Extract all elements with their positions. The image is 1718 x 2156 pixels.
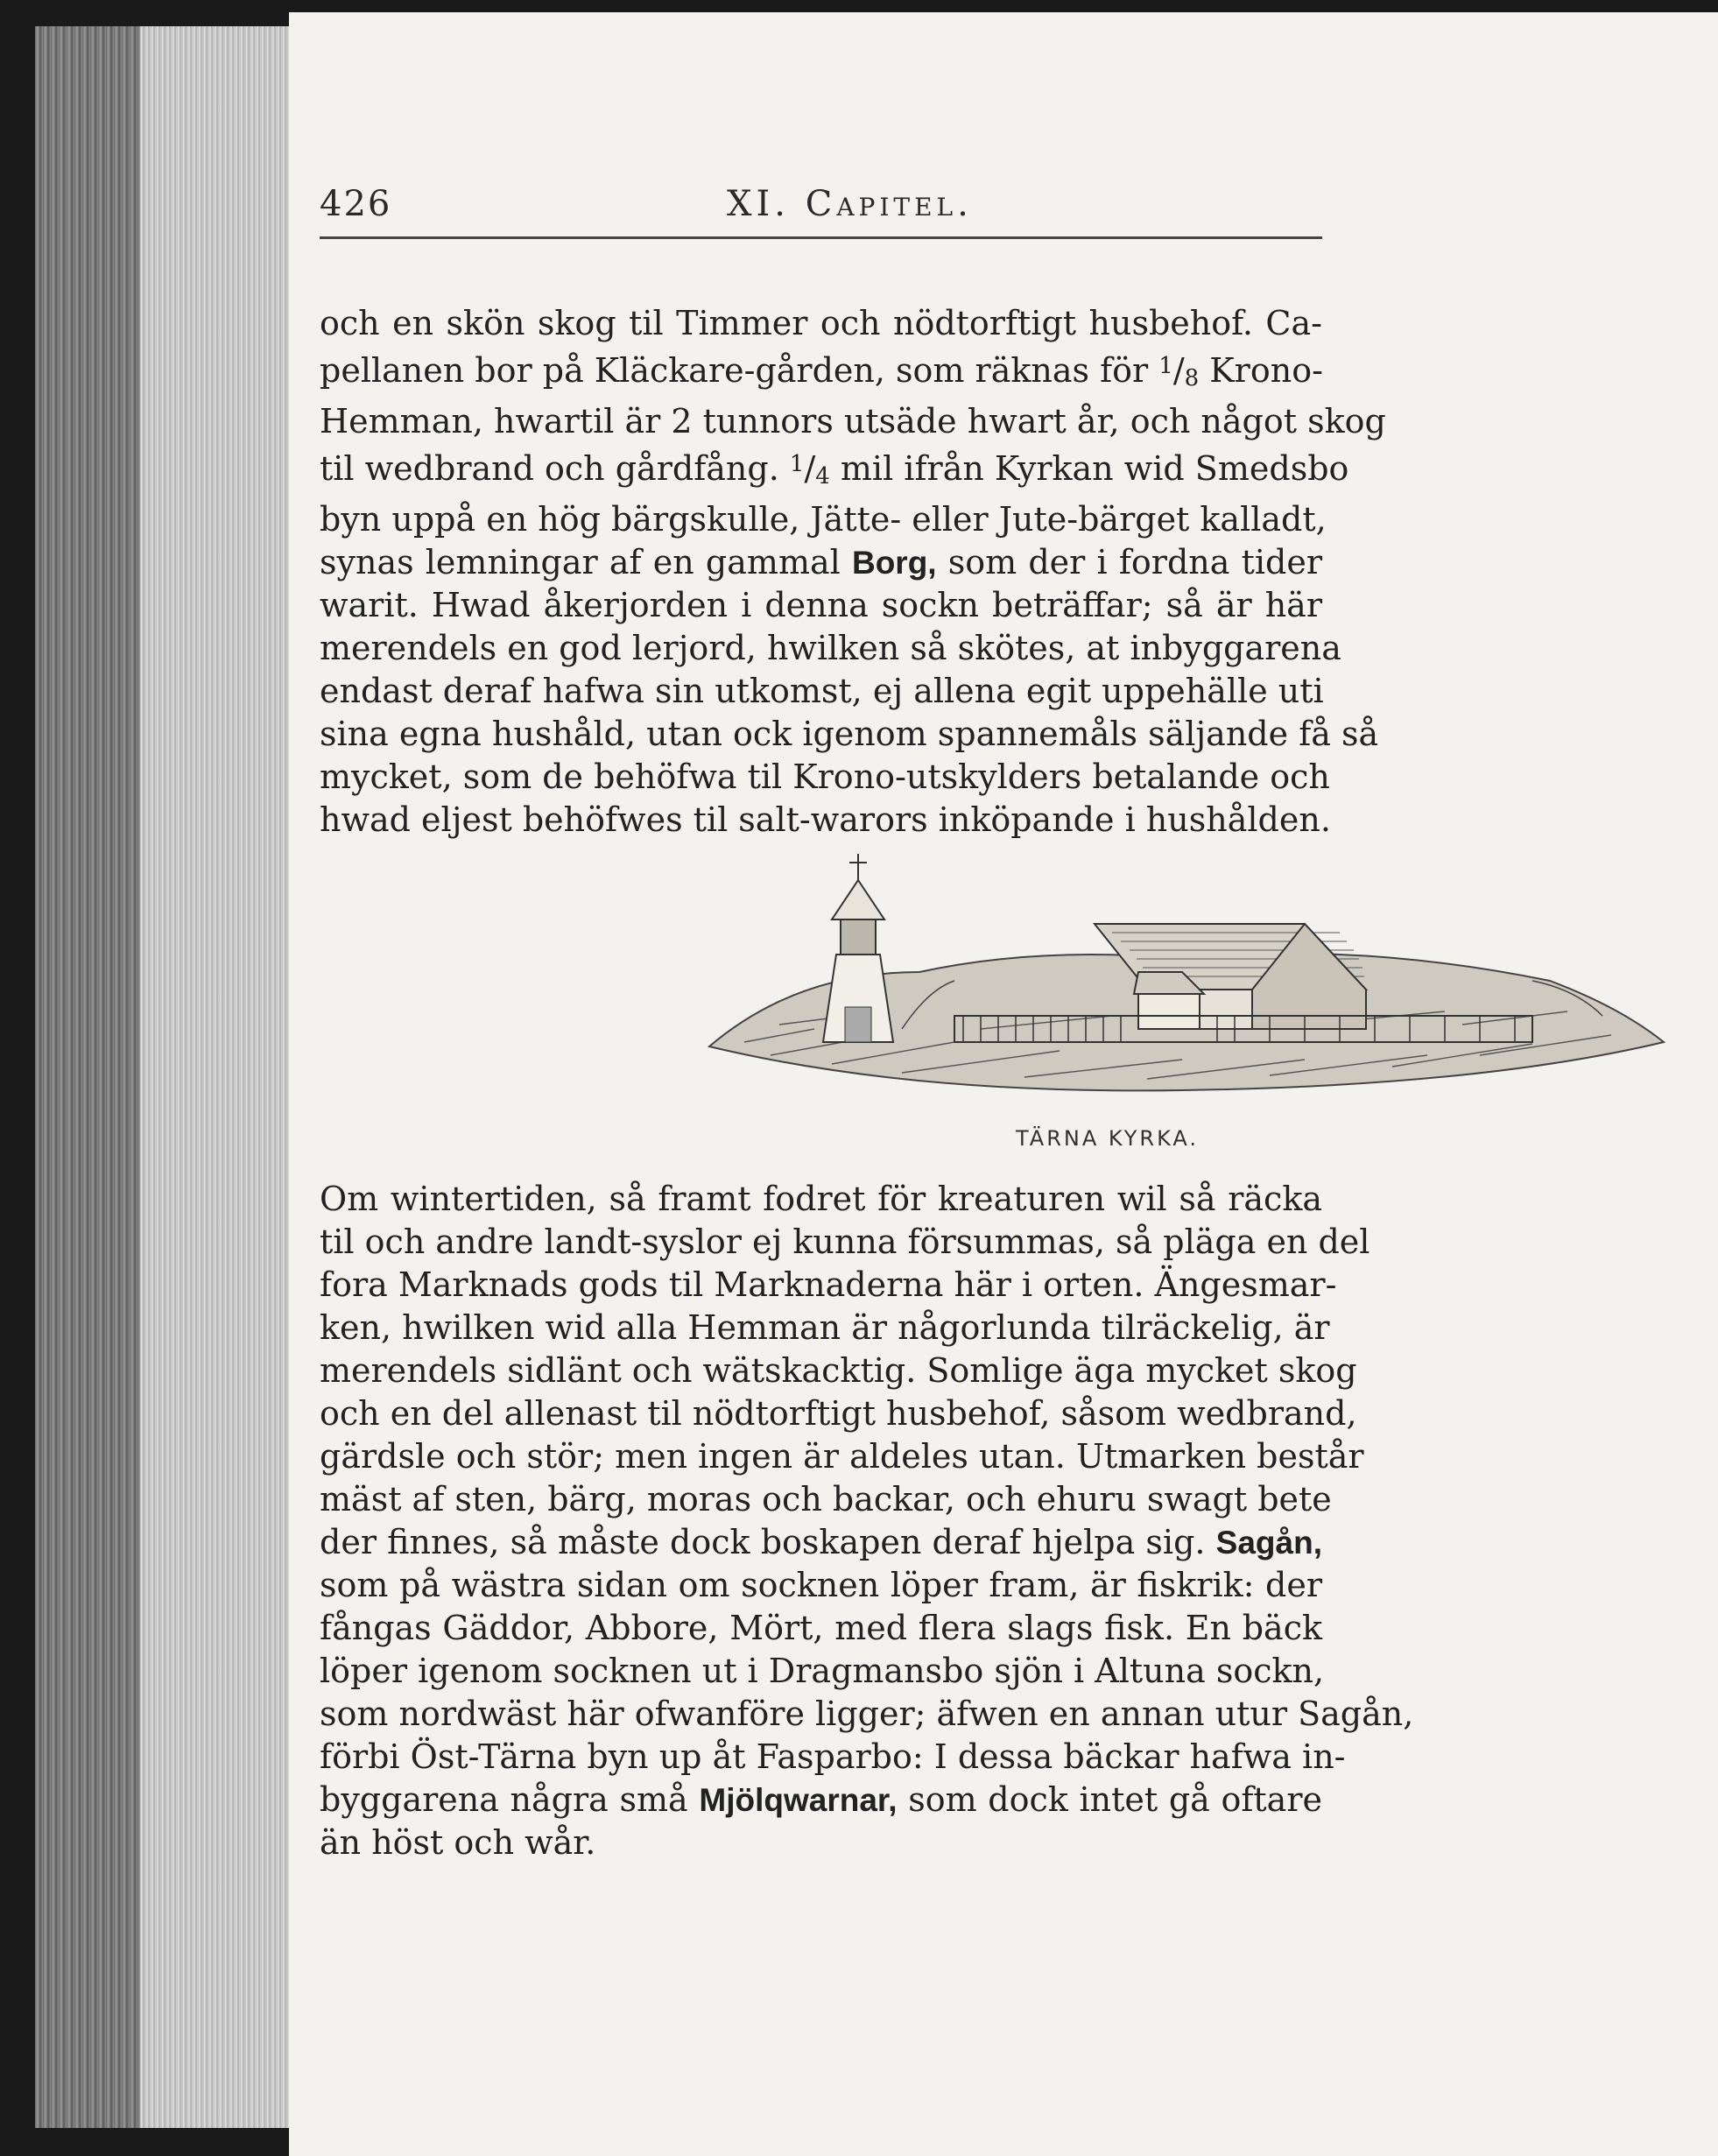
text-line: som på wästra sidan om socknen löper fram, är fiskrik: der <box>320 1566 1322 1604</box>
text-line: synas lemningar af en gammal Borg, som der i fordna tider <box>320 543 1322 581</box>
emphasis-mjolqwarnar: Mjölqwarnar, <box>699 1782 898 1818</box>
text-line: sina egna hushåld, utan ock igenom spannemåls säljande få så <box>320 715 1379 753</box>
text-line: merendels sidlänt och wätskacktig. Somlige äga mycket skog <box>320 1351 1357 1390</box>
text-line: förbi Öst-Tärna byn up åt Fasparbo: I dessa bäckar hafwa in- <box>320 1737 1346 1776</box>
chapter-title: XI. Capitel. <box>727 184 973 224</box>
page-number: 426 <box>320 184 392 224</box>
text-line: merendels en god lerjord, hwilken så skötes, at inbyggarena <box>320 629 1341 667</box>
paragraph-1 <box>320 302 1386 842</box>
text-line: mycket, som de behöfwa til Krono-utskylders betalande och <box>320 757 1330 796</box>
text-line: endast deraf hafwa sin utkomst, ej allena egit uppehälle uti <box>320 672 1324 710</box>
paragraph-2 <box>320 1178 1414 1864</box>
emphasis-borg: Borg, <box>851 545 937 581</box>
text-line: der finnes, så måste dock boskapen deraf hjelpa sig. Sagån, <box>320 1523 1322 1561</box>
emphasis-sagan: Sagån, <box>1215 1525 1322 1561</box>
text-line: ken, hwilken wid alla Hemman är någorlunda tilräckelig, är <box>320 1308 1330 1347</box>
text-line: Hemman, hwartil är 2 tunnors utsäde hwart år, och något skog <box>320 402 1386 440</box>
text-line: fångas Gäddor, Abbore, Mört, med flera slags fisk. En bäck <box>320 1609 1322 1647</box>
book-page-edges <box>35 26 298 2128</box>
church-illustration <box>692 841 1681 1103</box>
text-line: til och andre landt-syslor ej kunna försummas, så pläga en del <box>320 1222 1370 1261</box>
text-line: pellanen bor på Kläckare-gården, som räknas för $^1$/8 Krono- <box>320 351 1323 391</box>
text-line: som nordwäst här ofwanföre ligger; äfwen en annan utur Sagån, <box>320 1695 1414 1733</box>
page-header <box>320 175 1322 239</box>
text-line: löper igenom socknen ut i Dragmansbo sjön i Altuna sockn, <box>320 1652 1325 1690</box>
text-line: warit. Hwad åkerjorden i denna sockn beträffar; så är här <box>320 586 1322 624</box>
text-line: och en skön skog til Timmer och nödtorftigt husbehof. Ca- <box>320 304 1322 342</box>
text-line: byn uppå en hög bärgskulle, Jätte- eller Jute-bärget kalladt, <box>320 500 1327 539</box>
text-line: byggarena några små Mjölqwarnar, som dock intet gå oftare <box>320 1780 1322 1819</box>
text-line: mäst af sten, bärg, moras och backar, och ehuru swagt bete <box>320 1480 1332 1518</box>
text-line: gärdsle och stör; men ingen är aldeles utan. Utmarken består <box>320 1437 1364 1476</box>
text-line: än höst och wår. <box>320 1823 596 1862</box>
text-line: och en del allenast til nödtorftigt husbehof, såsom wedbrand, <box>320 1394 1357 1433</box>
text-line: fora Marknads gods til Marknaderna här i orten. Ängesmar- <box>320 1265 1337 1304</box>
text-line: hwad eljest behöfwes til salt-warors inköpande i hushålden. <box>320 800 1331 839</box>
illustration-caption: TÄRNA KYRKA. <box>1016 1126 1200 1151</box>
text-line: Om wintertiden, så framt fodret för kreaturen wil så räcka <box>320 1180 1322 1218</box>
text-line: til wedbrand och gårdfång. $^1$/4 mil ifrån Kyrkan wid Smedsbo <box>320 449 1349 490</box>
